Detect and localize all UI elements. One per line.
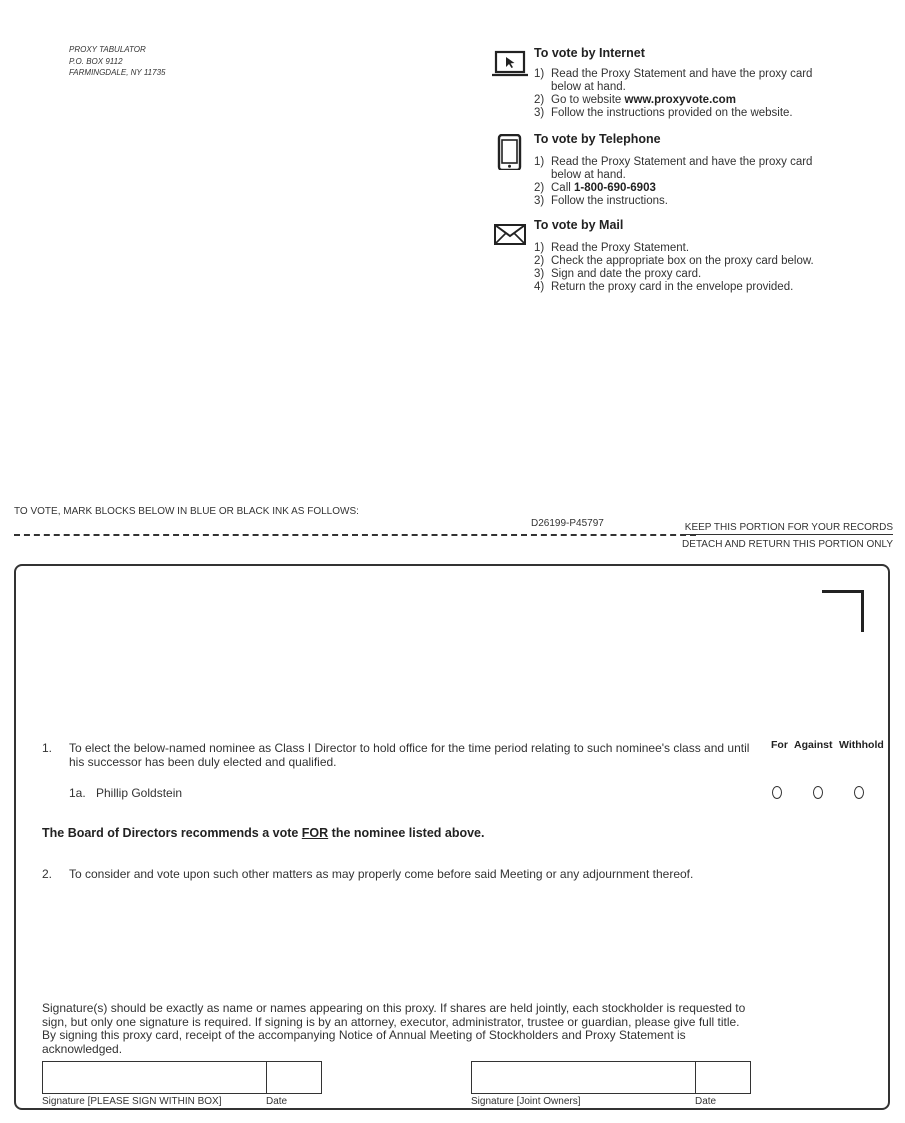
phone-number[interactable]: 1-800-690-6903 — [574, 182, 656, 194]
control-code: D26199-P45797 — [531, 518, 604, 529]
column-for: For — [771, 739, 788, 751]
list-item: 4) Return the proxy card in the envelope provided. — [534, 281, 794, 293]
joint-date-box[interactable] — [695, 1061, 751, 1094]
return-address-line3: FARMINGDALE, NY 11735 — [69, 68, 166, 77]
vote-against-checkbox[interactable] — [813, 786, 823, 799]
signature-label: Signature [PLEASE SIGN WITHIN BOX] — [42, 1096, 222, 1107]
list-item: below at hand. — [551, 81, 626, 93]
joint-date-label: Date — [695, 1096, 717, 1107]
vote-internet-steps — [534, 68, 812, 120]
vote-telephone-section — [492, 132, 892, 212]
vote-withhold-checkbox[interactable] — [854, 786, 864, 799]
vote-mail-steps — [534, 242, 814, 294]
corner-mark — [822, 590, 864, 632]
laptop-icon — [492, 48, 528, 84]
proposal-2-number: 2. — [42, 867, 53, 881]
list-item: below at hand. — [551, 169, 626, 181]
envelope-icon — [492, 220, 528, 256]
date-box[interactable] — [266, 1061, 322, 1094]
vote-telephone-title: To vote by Telephone — [534, 132, 661, 146]
joint-signature-label: Signature [Joint Owners] — [471, 1096, 581, 1107]
nominee-number: 1a. — [69, 786, 86, 800]
return-address-line2: P.O. BOX 9112 — [69, 56, 123, 66]
list-item: 1) Read the Proxy Statement. — [534, 242, 690, 254]
signature-instructions: Signature(s) should be exactly as name or names appearing on this proxy. If shares are held jointly, each stockholder is requested to sign, but only one signature is required. If signing is by an attorney, executor, administrator, trustee or guardian, please give full title. By signing this proxy card, receipt of the accompanying Notice of Annual Meeting of Stockholders and Proxy Statement is acknowledged. — [42, 1001, 746, 1056]
signature-box[interactable] — [42, 1061, 267, 1094]
date-label: Date — [266, 1096, 288, 1107]
list-item: 1) Read the Proxy Statement and have the proxy card — [534, 68, 813, 80]
vote-internet-title: To vote by Internet — [534, 46, 645, 60]
vote-mail-title: To vote by Mail — [534, 218, 624, 232]
nominee-name: Phillip Goldstein — [96, 786, 183, 800]
column-against: Against — [794, 739, 833, 751]
proposal-2-text: To consider and vote upon such other matters as may properly come before said Meeting or any adjournment thereof. — [69, 867, 694, 881]
keep-portion-label: KEEP THIS PORTION FOR YOUR RECORDS — [684, 522, 893, 533]
list-item: 1) Read the Proxy Statement and have the proxy card — [534, 156, 813, 168]
website-url[interactable]: www.proxyvote.com — [624, 94, 736, 106]
return-address-line1: PROXY TABULATOR — [69, 45, 146, 54]
list-item: 3) Follow the instructions. — [534, 195, 668, 207]
column-withhold: Withhold — [839, 739, 884, 751]
list-item: 2) Go to website www.proxyvote.com — [534, 94, 736, 106]
list-item: 3) Follow the instructions provided on the website. — [534, 107, 793, 119]
proposal-1-number: 1. — [42, 741, 53, 755]
marking-instructions: TO VOTE, MARK BLOCKS BELOW IN BLUE OR BLACK INK AS FOLLOWS: — [14, 506, 359, 517]
return-address — [69, 44, 165, 79]
vote-mail-section — [492, 218, 892, 298]
vote-telephone-steps — [534, 156, 812, 208]
detach-line — [14, 534, 696, 536]
list-item: 2) Check the appropriate box on the proxy card below. — [534, 255, 814, 267]
proposal-1-text: To elect the below-named nominee as Class I Director to hold office for the time period relating to such nominee's class and until his successor has been duly elected and qualified. — [69, 741, 750, 769]
board-recommendation: The Board of Directors recommends a vote FOR the nominee listed above. — [42, 826, 485, 840]
list-item: 2) Call 1-800-690-6903 — [534, 182, 656, 194]
detach-portion-label: DETACH AND RETURN THIS PORTION ONLY — [682, 539, 893, 550]
vote-for-checkbox[interactable] — [772, 786, 782, 799]
list-item: 3) Sign and date the proxy card. — [534, 268, 702, 280]
joint-signature-box[interactable] — [471, 1061, 696, 1094]
phone-icon — [492, 134, 528, 170]
vote-internet-section — [492, 46, 892, 126]
